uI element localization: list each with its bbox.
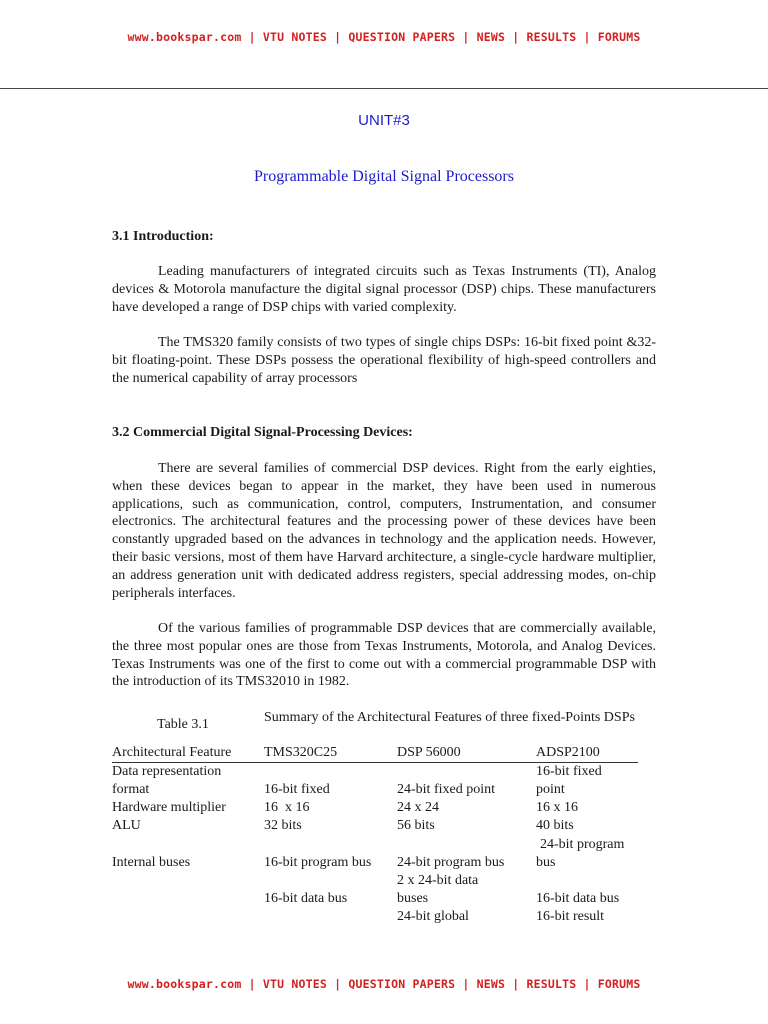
table-row [112,872,638,890]
table-cell: Hardware multiplier [112,800,226,816]
paragraph-text: Of the various families of programmable DSP devices that are commercially available, the three most popular ones are those from Texas Instruments, Motorola, and Analog Devices. Texas Instruments was one of the first to come out with a commercial programmable DSP with the introduction of its TMS32010 in 1982. [112,621,656,690]
table-row [112,817,638,835]
table-cell: 40 bits [536,818,574,834]
paragraph-text: The TMS320 family consists of two types of single chips DSPs: 16-bit fixed point &32-bit floating-point. These DSPs possess the operational flexibility of high-speed controllers and the numerical capability of array processors [112,335,656,386]
table-cell: 24-bit program bus [397,854,505,870]
table-caption: Table 3.1 [157,717,209,732]
header-divider [0,88,768,89]
table-cell [112,836,264,854]
table-row [112,799,638,817]
paragraph-text: Leading manufacturers of integrated circuits such as Texas Instruments (TI), Analog devices & Motorola manufacture the digital signal processor (DSP) chips. These manufacturers have developed a range of DSP chips with varied complexity. [112,264,656,315]
column-header: TMS320C25 [264,745,338,760]
table-cell [112,890,264,908]
table-row [112,781,638,799]
table-cell: format [112,782,150,797]
table-cell [397,762,536,781]
table-row [112,890,638,908]
table-cell: 16-bit fixed [536,763,602,779]
table-cell [264,908,397,926]
table-cell [264,836,397,854]
dsp-features-table [112,744,638,927]
table-cell: point [536,782,565,797]
table-cell [264,872,397,890]
section-heading-introduction: 3.1 Introduction: [112,229,214,244]
table-cell: 56 bits [397,818,435,834]
paragraph-text: There are several families of commercial DSP devices. Right from the early eighties, when these devices began to appear in the market, they have been used in numerous applications, such as communication, control, computers, Instrumentation, and consumer electronics. The architectural features and the processing power of these devices have been constantly upgraded based on the advances in technology and the application needs. However, their basic versions, most of them have Harvard architecture, a single-cycle hardware multiplier, an address generation unit with dedicated address registers, special addressing modes, on-chip peripherals interfaces. [112,461,656,601]
table-cell: Data representation [112,763,222,779]
page-title: Programmable Digital Signal Processors [254,168,514,185]
commercial-paragraph-2 [112,620,656,691]
table-cell: 16-bit data bus [536,891,620,907]
table-cell: 16-bit program bus [264,854,372,870]
table-row [112,836,638,854]
table-cell: 16 x 16 [264,800,310,816]
table-cell: 2 x 24-bit data [397,873,479,889]
table-cell: 24-bit program [540,836,625,852]
footer-banner[interactable]: www.bookspar.com | VTU NOTES | QUESTION PAPERS | NEWS | RESULTS | FORUMS [127,977,641,991]
table-cell: ALU [112,818,141,834]
intro-paragraph-1 [112,263,656,316]
table-cell: 16 x 16 [536,800,578,816]
table-row [112,854,638,872]
column-header: ADSP2100 [536,745,600,760]
section-heading-commercial-devices: 3.2 Commercial Digital Signal-Processing Devices: [112,425,413,440]
table-cell: 16-bit result [536,909,605,925]
column-header: Architectural Feature [112,745,232,760]
table-cell: 24-bit global [397,909,469,925]
table-row [112,908,638,926]
table-cell: Internal buses [112,854,191,870]
table-cell: 16-bit fixed [264,782,330,797]
commercial-paragraph-1 [112,460,656,602]
table-cell: 24-bit fixed point [397,782,495,797]
table-cell: buses [397,891,429,907]
table-cell [112,908,264,926]
table-cell [397,836,536,854]
table-cell: 16-bit data bus [264,891,348,907]
header-banner[interactable]: www.bookspar.com | VTU NOTES | QUESTION PAPERS | NEWS | RESULTS | FORUMS [127,30,641,44]
intro-paragraph-2 [112,334,656,387]
table-cell: 24 x 24 [397,800,439,816]
table-row [112,762,638,781]
column-header: DSP 56000 [397,745,461,760]
table-cell [536,872,638,890]
table-cell [112,872,264,890]
table-header-row [112,744,638,762]
table-cell: 32 bits [264,818,302,834]
table-cell: bus [536,854,556,870]
table-cell [264,762,397,781]
table-summary: Summary of the Architectural Features of three fixed-Points DSPs [264,710,635,725]
unit-label: UNIT#3 [358,112,410,129]
